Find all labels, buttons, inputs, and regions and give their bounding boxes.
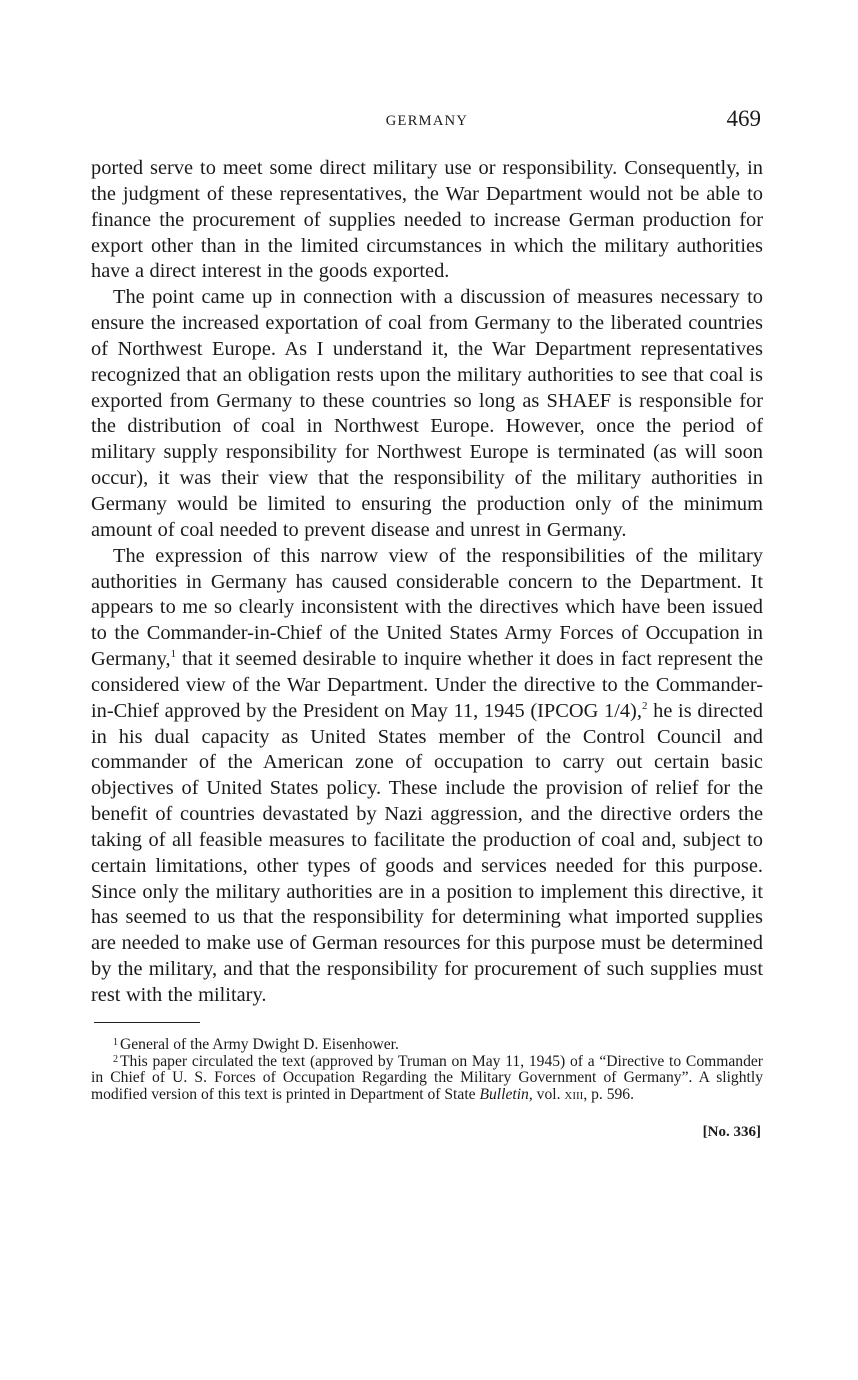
document-number: [No. 336] bbox=[702, 1123, 761, 1140]
page-number: 469 bbox=[726, 106, 761, 131]
footnote-1-text: General of the Army Dwight D. Eisenhower. bbox=[120, 1035, 399, 1053]
footnotes bbox=[91, 1037, 763, 1104]
footnote-1-mark: 1 bbox=[113, 1036, 118, 1048]
paragraph-3-part-b: that it seemed desirable to inquire whether it does in fact represent the considered view of the War Department. Under the directive to the Commander-in-Chief approved by the President on May 11, 1945 (IPCOG 1/4), bbox=[91, 648, 763, 722]
footnote-2-text-b: , vol. bbox=[528, 1085, 565, 1103]
running-head bbox=[91, 104, 763, 140]
footnote-2-mark: 2 bbox=[113, 1053, 118, 1065]
paragraph-1: ported serve to meet some direct military use or responsibility. Consequently, in the judgment of these representatives, the War Department would not be able to finance the procurement of supplies needed to increase German production for export other than in the limited circumstances in which the military authorities have a direct interest in the goods exported. bbox=[91, 157, 763, 283]
paragraph-3-part-c: he is directed in his dual capacity as United States member of the Control Council and commander of the American zone of occupation to carry out certain basic objectives of United States policy. These include the provision of relief for the benefit of countries devastated by Nazi aggression, and the directive orders the taking of all feasible measures to facilitate the production of coal and, subject to certain limitations, other types of goods and services needed for this purpose. Since only the military authorities are in a position to implement this directive, it has seemed to us that the responsibility for determining what imported supplies are needed to make use of German resources for this purpose must be determined by the military, and that the responsibility for procurement of such supplies must rest with the military. bbox=[91, 699, 763, 1006]
footnote-divider bbox=[94, 1022, 200, 1023]
paragraph-3-part-a: The expression of this narrow view of the responsibilities of the military authorities in Germany has caused considerable concern to the Department. It appears to me so clearly inconsistent with the directives which have been issued to the Commander-in-Chief of the United States Army Forces of Occupation in Germany, bbox=[91, 544, 763, 671]
footnote-2-volume: xiii bbox=[564, 1085, 584, 1103]
running-title: GERMANY bbox=[385, 113, 469, 129]
footnote-1 bbox=[91, 1037, 763, 1054]
footnote-2-bulletin: Bulletin bbox=[479, 1085, 529, 1103]
footnote-2-text-a: This paper circulated the text (approved by Truman on May 11, 1945) of a “Directive to Commander in Chief of U. S. Forces of Occupation Regarding the Military Government of Germany”. A slightly modified version of this text is printed in Department of State bbox=[91, 1052, 763, 1103]
footnote-ref-2: 2 bbox=[641, 699, 648, 712]
document-page bbox=[91, 104, 763, 1141]
paragraph-2: The point came up in connection with a discussion of measures necessary to ensure the increased exportation of coal from Germany to the liberated countries of Northwest Europe. As I understand it, the War Department representatives recognized that an obligation rests upon the military authorities to see that coal is exported from Germany to these countries so long as SHAEF is responsible for the distribution of coal in Northwest Europe. However, once the period of military supply responsibility for Northwest Europe is terminated (as will soon occur), it was their view that the responsibility of the military authorities in Germany would be limited to ensuring the production only of the minimum amount of coal needed to prevent disease and unrest in Germany. bbox=[91, 286, 763, 541]
footnote-2-text-c: , p. 596. bbox=[583, 1085, 634, 1103]
body-text bbox=[91, 156, 763, 1009]
footnote-2 bbox=[91, 1054, 763, 1104]
footnote-ref-1: 1 bbox=[170, 648, 177, 661]
paragraph-3 bbox=[91, 544, 763, 1009]
